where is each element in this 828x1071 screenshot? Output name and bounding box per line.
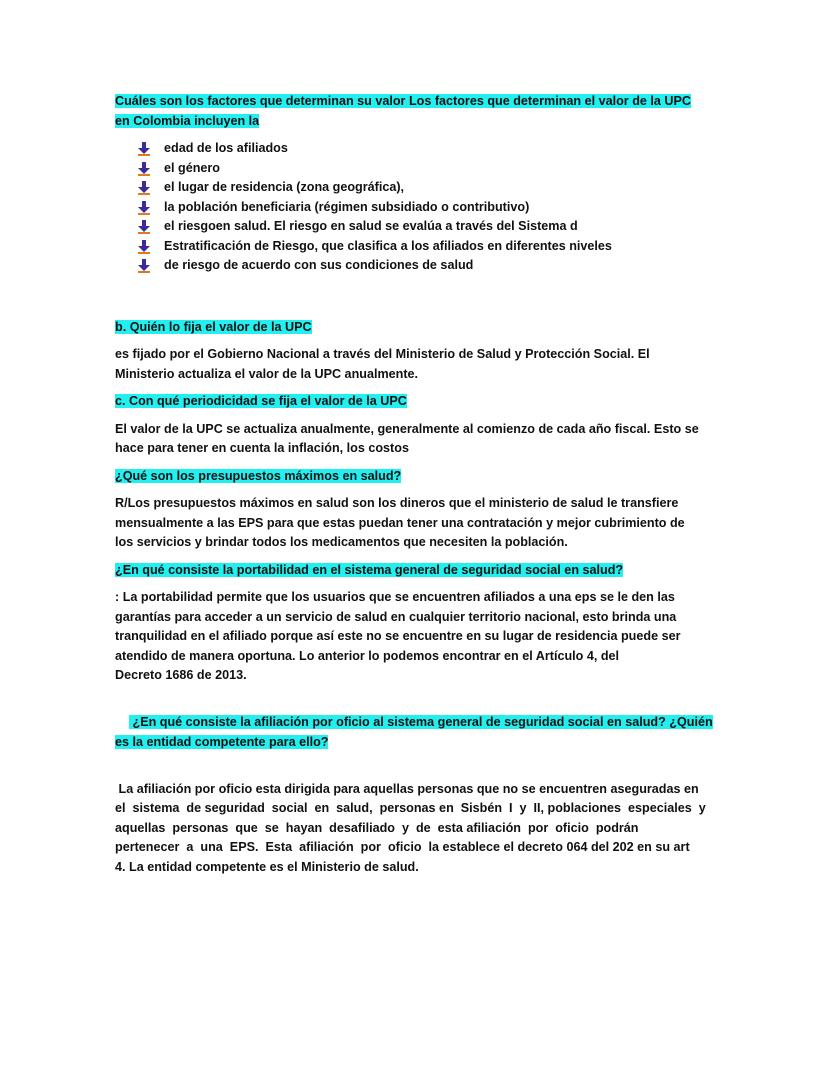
arrow-down-bullet-icon	[137, 142, 151, 156]
section-b-question	[115, 318, 715, 338]
answer-line: garantías para acceder a un servicio de salud en cualquier territorio nacional, esto brinda una	[115, 609, 677, 624]
answer-line: 4. La entidad competente es el Ministerio de salud.	[115, 859, 419, 874]
intro-question	[115, 92, 715, 131]
list-item-label: edad de los afiliados	[164, 141, 288, 155]
factors-list	[115, 139, 715, 276]
arrow-down-bullet-icon	[137, 240, 151, 254]
answer-line: hace para tener en cuenta la inflación, los costos	[115, 441, 409, 455]
answer-line: atendido de manera oportuna. Lo anterior lo podemos encontrar en el Artículo 4, del	[115, 648, 620, 663]
answer-line: es fijado por el Gobierno Nacional a través del Ministerio de Salud y Protección Social. El	[115, 347, 650, 361]
section-b-question-text: b. Quién lo fija el valor de la UPC	[115, 319, 312, 334]
list-item	[137, 198, 715, 218]
answer-line: aquellas personas que se hayan desafiliado y de esta afiliación por oficio podrán	[115, 820, 639, 835]
presupuestos-question	[115, 467, 715, 487]
list-item	[137, 139, 715, 159]
answer-line: el sistema de seguridad social en salud, personas en Sisbén I y II, poblaciones especiales y	[115, 801, 706, 815]
document-page	[115, 92, 715, 877]
answer-line: : La portabilidad permite que los usuarios que se encuentren afiliados a una eps se le den las	[115, 590, 675, 604]
answer-line: Ministerio actualiza el valor de la UPC anualmente.	[115, 366, 419, 381]
list-item	[137, 256, 715, 276]
arrow-down-bullet-icon	[137, 181, 151, 195]
section-c-question-text: c. Con qué periodicidad se fija el valor de la UPC	[115, 394, 407, 408]
afiliacion-question-line-1: ¿En qué consiste la afiliación por oficio al sistema general de seguridad social en salud? ¿Quién	[129, 715, 713, 729]
answer-line: mensualmente a las EPS para que estas puedan tener una contratación y mejor cubrimiento de	[115, 515, 685, 530]
portabilidad-answer	[115, 588, 715, 686]
answer-line: Decreto 1686 de 2013.	[115, 668, 247, 682]
intro-question-line-2: en Colombia incluyen la	[115, 113, 260, 128]
list-item-label: el riesgoen salud. El riesgo en salud se evalúa a través del Sistema d	[164, 219, 578, 233]
list-item-label: el género	[164, 160, 220, 175]
portabilidad-question-text: ¿En qué consiste la portabilidad en el sistema general de seguridad social en salud?	[115, 562, 624, 577]
afiliacion-question	[115, 694, 715, 772]
arrow-down-bullet-icon	[137, 162, 151, 176]
list-item	[137, 178, 715, 198]
list-item	[137, 237, 715, 257]
afiliacion-question-line-2: es la entidad competente para ello?	[115, 734, 329, 749]
answer-line: R/Los presupuestos máximos en salud son los dineros que el ministerio de salud le transfiere	[115, 496, 679, 510]
answer-line: tranquilidad en el afiliado porque así este no se encuentre en su lugar de residencia puede ser	[115, 629, 681, 643]
portabilidad-question	[115, 561, 715, 581]
arrow-down-bullet-icon	[137, 259, 151, 273]
section-b-answer	[115, 345, 715, 384]
afiliacion-answer	[115, 780, 715, 878]
section-c-question	[115, 392, 715, 412]
answer-line: los servicios y brindar todos los medicamentos que necesiten la población.	[115, 535, 568, 549]
section-c-answer	[115, 420, 715, 459]
presupuestos-answer	[115, 494, 715, 553]
list-item-label: de riesgo de acuerdo con sus condiciones de salud	[164, 258, 474, 272]
list-item	[137, 159, 715, 179]
list-item-label: Estratificación de Riesgo, que clasifica a los afiliados en diferentes niveles	[164, 238, 612, 253]
answer-line: pertenecer a una EPS. Esta afiliación por oficio la establece el decreto 064 del 202 en su art	[115, 840, 690, 854]
arrow-down-bullet-icon	[137, 220, 151, 234]
presupuestos-question-text: ¿Qué son los presupuestos máximos en salud?	[115, 468, 402, 483]
intro-question-line-1: Cuáles son los factores que determinan su valor Los factores que determinan el valor de la UPC	[115, 94, 691, 108]
list-item	[137, 217, 715, 237]
answer-line: El valor de la UPC se actualiza anualmente, generalmente al comienzo de cada año fiscal. Esto se	[115, 421, 699, 436]
list-item-label: el lugar de residencia (zona geográfica),	[164, 180, 405, 194]
answer-line: La afiliación por oficio esta dirigida para aquellas personas que no se encuentren aseguradas en	[115, 781, 699, 796]
list-item-label: la población beneficiaria (régimen subsidiado o contributivo)	[164, 199, 530, 214]
arrow-down-bullet-icon	[137, 201, 151, 215]
